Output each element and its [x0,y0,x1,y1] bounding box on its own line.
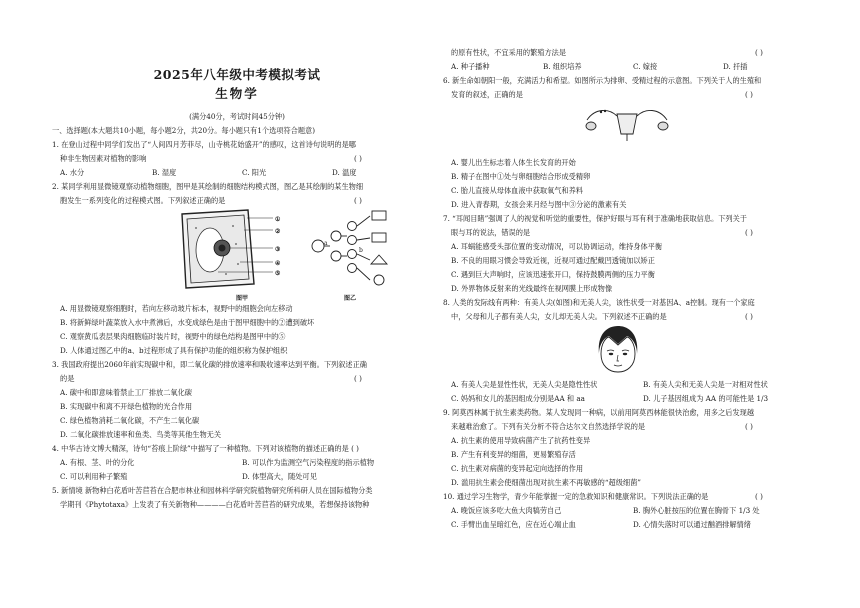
q6-stem-line2: 发育的叙述，正确的是 [451,90,523,99]
q8-stem-line2: 中，父母和儿子都有美人尖，女儿却无美人尖。下列叙述不正确的是 [451,312,667,321]
figure-b-caption: 图乙 [344,295,357,302]
plant-cell-figure [178,208,288,290]
q7-stem-line2: 眼与耳的说法，错误的是 [451,228,531,237]
q8-option-d: D. 儿子基因组成为 AA 的可能性是 1/3 [643,394,769,403]
q1-stem-line2: 种非生物因素对植物的影响 [60,154,147,163]
q9-stem-line2: 来越难治愈了。下列有关分析不符合达尔文自然选择学说的是 [451,422,646,431]
q4-option-d: D. 体型高大，随处可见 [242,472,317,481]
q3-answer-paren: ( ) [354,374,362,383]
q1-option-d: D. 温度 [332,168,357,177]
q5-option-b: B. 组织培养 [543,62,582,71]
q9-option-d: D. 滥用抗生素会使细菌出现对抗生素不再敏感的“超级细菌” [451,478,641,487]
q2-option-a: A. 用显微镜观察细胞时，若向左移动玻片标本，视野中的细胞会向左移动 [60,304,293,313]
q1-answer-paren: ( ) [354,154,362,163]
q6-option-b: B. 精子在图中①处与卵细胞结合形成受精卵 [451,172,591,181]
exam-subject: 生物学 [215,86,259,101]
q6-option-d: D. 进入青春期，女孩会来月经与图中③分泌的激素有关 [451,200,627,209]
section-heading: 一、选择题(本大题共10小题，每小题2分，共20分。每小题只有1个选项符合题意) [52,126,316,135]
process-label-b: b [359,247,363,254]
reproductive-figure [581,100,673,142]
cell-label-1: ① [275,216,281,223]
q10-option-b: B. 胸外心脏按压的位置在胸骨下 1/3 处 [633,506,760,515]
figure-a-caption: 图甲 [236,295,249,302]
q7-stem-line1: 7. “耳闻目睹”强调了人的视觉和听觉的重要性，保护好眼与耳有利于准确地获取信息。下列关于 [443,214,747,223]
q3-stem-line1: 3. 我国政府提出2060年前实现碳中和，即二氧化碳的排放速率和吸收速率达到平衡。下列叙述正确 [52,360,367,369]
q3-option-d: D. 二氧化碳排放速率和鱼类、鸟类等其他生物无关 [60,430,222,439]
q9-option-b: B. 产生有利变异的细菌，更易繁殖存活 [451,450,576,459]
q7-option-b: B. 不良的用眼习惯会导致近视，近视可通过配戴凹透镜加以矫正 [451,256,655,265]
q6-option-c: C. 胎儿直接从母体血液中获取氧气和养料 [451,186,584,195]
q7-answer-paren: ( ) [745,228,753,237]
q4-option-a: A. 有根、茎、叶的分化 [60,458,135,467]
q5-option-d: D. 扦插 [723,62,748,71]
q7-option-a: A. 耳蜗能感受头部位置的变动情况，可以协调运动，维持身体平衡 [451,242,663,251]
q5-option-a: A. 种子播种 [451,62,490,71]
q8-option-a: A. 有美人尖是显性性状，无美人尖是隐性性状 [451,380,598,389]
q10-answer-paren: ( ) [755,492,763,501]
q7-option-d: D. 外界物体反射来的光线最终在视网膜上形成物像 [451,284,613,293]
q1-option-c: C. 阳光 [242,168,267,177]
exam-title: 2025年八年级中考模拟考试 [153,67,321,82]
process-label-a: a [324,240,328,247]
q4-stem-line1: 4. 中华古诗文博大精深，诗句“苔痕上阶绿”中描写了一种植物。下列对该植物的描述正确的是 ( ) [52,444,359,453]
q3-option-b: B. 实现碳中和离不开绿色植物的光合作用 [60,402,193,411]
q5-stem-line1: 5. 新情境 新物种白花盾叶苦苣苔在合肥市林业和园林科学研究院植物研究所科研人员在国际植物分类 [52,486,373,495]
q2-answer-paren: ( ) [354,196,362,205]
q7-option-c: C. 遇到巨大声响时，应该迅速张开口，保持鼓膜两侧的压力平衡 [451,270,655,279]
q10-option-c: C. 手臂出血呈暗红色，应在近心端止血 [451,520,576,529]
cell-label-3: ③ [275,246,281,253]
q10-stem-line1: 10. 通过学习生物学，青少年能掌握一定的急救知识和健康常识。下列说法正确的是 [443,492,709,501]
q2-option-d: D. 人体通过图乙中的a、b过程形成了具有保护功能的组织称为保护组织 [60,346,288,355]
q9-answer-paren: ( ) [745,422,753,431]
q8-option-b: B. 有美人尖和无美人尖是一对相对性状 [643,380,768,389]
q8-stem-line1: 8. 人类的发际线有两种：有美人尖(如图)和无美人尖，该性状受一对基因A、a控制。现有一个家庭 [443,298,755,307]
q2-stem-line2: 胞发生一系列变化的过程模式图。下列叙述正确的是 [60,196,226,205]
q4-option-b: B. 可以作为监测空气污染程度的指示植物 [242,458,375,467]
score-info: (满分40分，考试时间45分钟) [189,112,285,121]
q2-stem-line1: 2. 某同学利用显微镜观察动植物细胞，图甲是其绘制的细胞结构模式图，图乙是其绘制的某生物细 [52,182,364,191]
q6-option-a: A. 婴儿出生标志着人体生长发育的开始 [451,158,576,167]
q6-answer-paren: ( ) [745,90,753,99]
q3-option-a: A. 碳中和即意味着禁止工厂排放二氧化碳 [60,388,192,397]
q9-stem-line1: 9. 阿莫西林属于抗生素类药物。某人发现同一种病，以前用阿莫西林能很快治愈，用多之后发现越 [443,408,755,417]
q8-answer-paren: ( ) [745,312,753,321]
cell-label-5: ⑤ [275,270,281,277]
cell-label-2: ② [275,228,281,235]
q3-stem-line2: 的是 [60,374,75,383]
q2-option-b: B. 将新鲜绿叶蔬菜放入水中煮沸后，水变成绿色是由于图甲细胞中的②遭到破坏 [60,318,315,327]
q1-option-b: B. 湿度 [152,168,177,177]
q1-option-a: A. 水分 [60,168,85,177]
q1-stem-line1: 1. 在登山过程中同学们发出了“人间四月芳菲尽，山寺桃花始盛开”的感叹，这首诗句说明的是哪 [52,140,356,149]
q8-option-c: C. 妈妈和女儿的基因组成分别是AA 和 aa [451,394,585,403]
q3-option-c: C. 绿色植物消耗二氧化碳，不产生二氧化碳 [60,416,200,425]
q5-stem-line3: 的原有性状，不宜采用的繁殖方法是 [451,48,567,57]
q10-option-d: D. 心情失落时可以通过酗酒排解情绪 [633,520,751,529]
q5-stem-line2: 学期刊《Phytotaxa》上发表了有关新物种————白花盾叶苦苣苔的研究成果，若想保持该物种 [60,500,370,509]
q9-option-c: C. 抗生素对病菌的变异起定向选择的作用 [451,464,584,473]
q6-stem-line1: 6. 新生命如朝阳一般，充满活力和希望。如图所示为排卵、受精过程的示意图。下列关于人的生殖和 [443,76,762,85]
q4-option-c: C. 可以利用种子繁殖 [60,472,128,481]
q2-option-c: C. 观察黄瓜表层果肉细胞临时装片时，视野中的绿色结构是图甲中的⑤ [60,332,286,341]
q9-option-a: A. 抗生素的使用导致病菌产生了抗药性变异 [451,436,591,445]
cell-division-figure [310,208,406,290]
q10-option-a: A. 晚饭应该多吃大鱼大肉犒劳自己 [451,506,562,515]
widows-peak-figure [593,324,643,374]
q5-option-c: C. 嫁接 [633,62,658,71]
q5-answer-paren: ( ) [755,48,763,57]
cell-label-4: ④ [275,260,281,267]
